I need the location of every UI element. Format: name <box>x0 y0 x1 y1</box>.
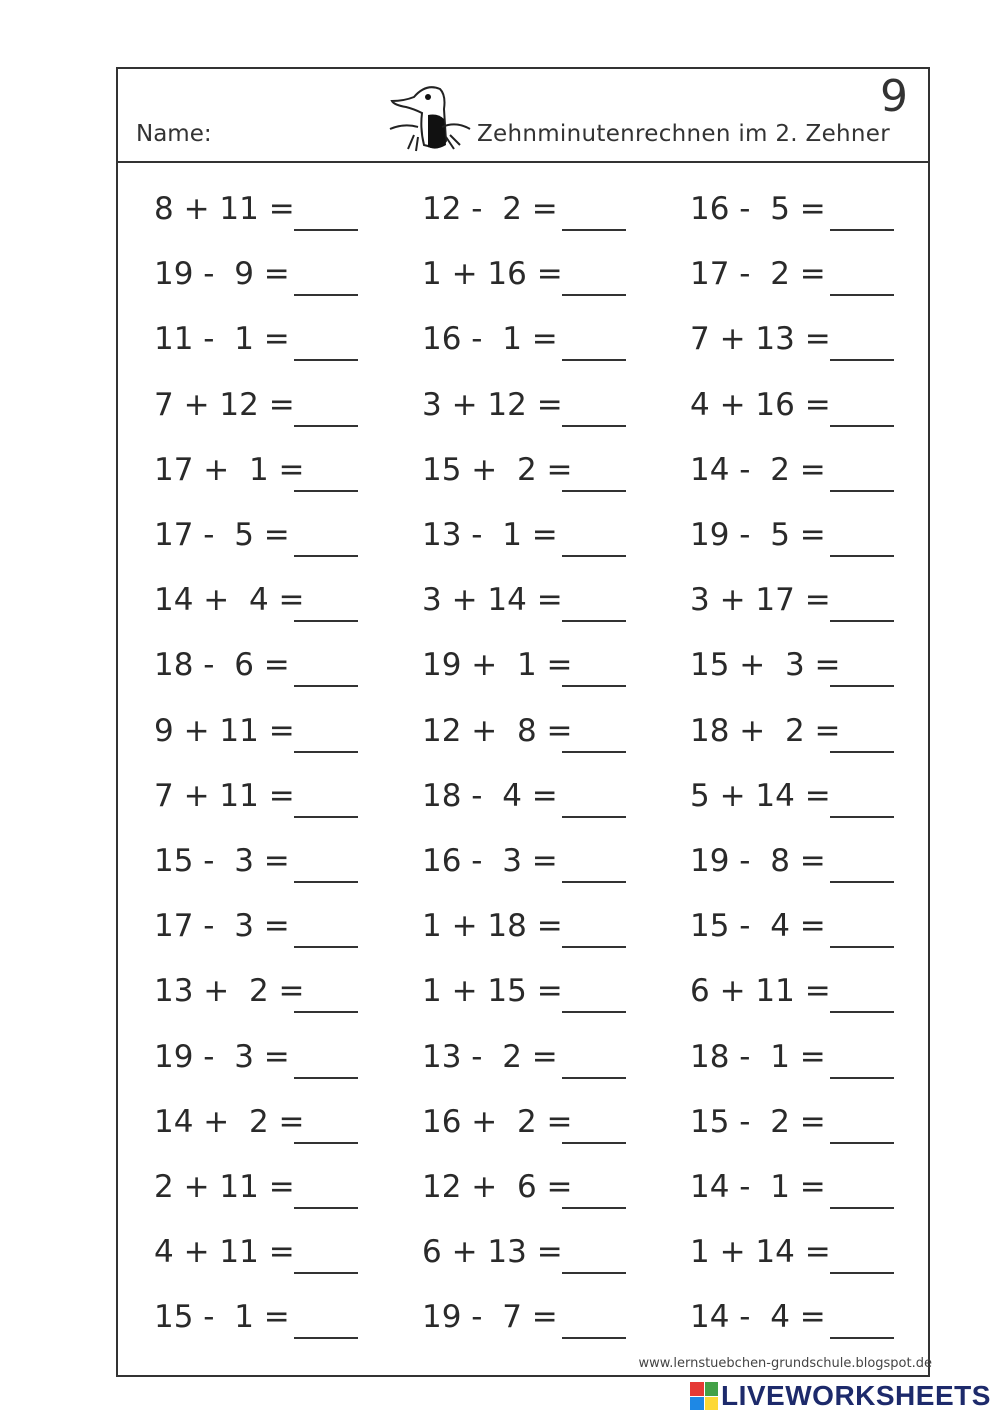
exercise-item <box>118 385 388 425</box>
exercise-item <box>386 189 656 229</box>
answer-blank[interactable] <box>294 425 358 427</box>
answer-blank[interactable] <box>562 425 626 427</box>
exercise-expression: 1 + 14 = <box>690 1234 831 1271</box>
exercise-row <box>118 1167 928 1207</box>
exercise-item <box>386 906 656 946</box>
exercise-item <box>118 319 388 359</box>
exercise-row <box>118 645 928 685</box>
exercise-expression: 8 + 11 = <box>154 191 295 227</box>
answer-blank[interactable] <box>830 490 894 492</box>
exercise-expression: 17 - 3 = <box>154 908 290 945</box>
name-label: Name: <box>136 121 212 147</box>
answer-blank[interactable] <box>830 1011 894 1013</box>
exercise-item <box>654 1102 924 1142</box>
source-url: www.lernstuebchen-grundschule.blogspot.de <box>638 1356 932 1371</box>
exercise-item <box>654 319 924 359</box>
answer-blank[interactable] <box>562 620 626 622</box>
exercise-expression: 15 - 3 = <box>154 843 290 879</box>
exercise-row <box>118 319 928 359</box>
exercise-expression: 15 - 4 = <box>690 908 826 945</box>
answer-blank[interactable] <box>294 229 358 231</box>
exercise-item <box>654 189 924 229</box>
exercise-item <box>386 450 656 490</box>
exercise-item <box>654 1297 924 1337</box>
exercise-item <box>118 1167 388 1207</box>
exercise-expression: 1 + 18 = <box>422 908 563 945</box>
exercise-expression: 9 + 11 = <box>154 712 295 749</box>
exercise-item <box>654 515 924 555</box>
exercise-expression: 12 - 2 = <box>422 191 558 227</box>
exercise-expression: 13 + 2 = <box>154 973 305 1010</box>
exercise-item <box>118 580 388 620</box>
answer-blank[interactable] <box>294 1142 358 1144</box>
exercise-expression: 15 + 2 = <box>422 451 573 488</box>
exercise-item <box>654 971 924 1011</box>
exercise-expression: 3 + 17 = <box>690 582 831 619</box>
answer-blank[interactable] <box>562 685 626 687</box>
exercise-item <box>386 711 656 751</box>
exercise-expression: 6 + 13 = <box>422 1234 563 1271</box>
exercise-expression: 12 + 6 = <box>422 1169 573 1205</box>
answer-blank[interactable] <box>294 1011 358 1013</box>
answer-blank[interactable] <box>830 816 894 818</box>
exercise-item <box>386 841 656 881</box>
answer-blank[interactable] <box>294 359 358 361</box>
exercise-item <box>654 1167 924 1207</box>
exercise-expression: 16 - 3 = <box>422 843 558 879</box>
exercise-item <box>654 254 924 294</box>
exercise-item <box>118 189 388 229</box>
exercise-expression: 12 + 8 = <box>422 712 573 749</box>
answer-blank[interactable] <box>562 229 626 231</box>
exercise-item <box>386 1232 656 1272</box>
answer-blank[interactable] <box>562 1207 626 1209</box>
exercise-item <box>118 254 388 294</box>
exercise-expression: 16 - 5 = <box>690 191 826 227</box>
answer-blank[interactable] <box>562 294 626 296</box>
exercise-item <box>386 776 656 816</box>
answer-blank[interactable] <box>830 685 894 687</box>
exercise-item <box>386 254 656 294</box>
exercise-item <box>654 906 924 946</box>
exercise-expression: 14 + 4 = <box>154 582 305 619</box>
answer-blank[interactable] <box>562 1077 626 1079</box>
answer-blank[interactable] <box>562 816 626 818</box>
exercise-expression: 15 - 1 = <box>154 1299 290 1336</box>
exercise-row <box>118 971 928 1011</box>
answer-blank[interactable] <box>830 946 894 948</box>
exercise-expression: 19 - 9 = <box>154 256 290 293</box>
exercise-expression: 4 + 16 = <box>690 386 831 423</box>
answer-blank[interactable] <box>294 1272 358 1274</box>
exercise-expression: 19 + 1 = <box>422 647 573 684</box>
exercise-expression: 16 + 2 = <box>422 1103 573 1140</box>
answer-blank[interactable] <box>294 946 358 948</box>
exercise-expression: 2 + 11 = <box>154 1169 295 1205</box>
exercise-item <box>386 319 656 359</box>
exercise-row <box>118 450 928 490</box>
answer-blank[interactable] <box>294 1207 358 1209</box>
exercise-row <box>118 580 928 620</box>
exercise-item <box>386 1102 656 1142</box>
exercise-item <box>386 515 656 555</box>
exercise-item <box>654 580 924 620</box>
exercise-item <box>654 450 924 490</box>
answer-blank[interactable] <box>830 359 894 361</box>
exercise-item <box>654 1232 924 1272</box>
answer-blank[interactable] <box>294 490 358 492</box>
answer-blank[interactable] <box>830 1142 894 1144</box>
answer-blank[interactable] <box>562 1337 626 1339</box>
exercise-expression: 17 + 1 = <box>154 451 305 488</box>
exercise-expression: 3 + 12 = <box>422 386 563 423</box>
sheet-number: 9 <box>880 71 908 122</box>
exercise-expression: 11 - 1 = <box>154 321 290 358</box>
exercise-item <box>654 841 924 881</box>
exercise-item <box>118 645 388 685</box>
answer-blank[interactable] <box>294 881 358 883</box>
exercise-item <box>118 971 388 1011</box>
raven-mascot-icon <box>384 79 474 155</box>
answer-blank[interactable] <box>562 751 626 753</box>
exercise-row <box>118 254 928 294</box>
exercise-expression: 7 + 13 = <box>690 321 831 358</box>
answer-blank[interactable] <box>562 1011 626 1013</box>
exercise-item <box>118 1232 388 1272</box>
answer-blank[interactable] <box>830 1272 894 1274</box>
answer-blank[interactable] <box>830 1077 894 1079</box>
answer-blank[interactable] <box>294 620 358 622</box>
answer-blank[interactable] <box>830 881 894 883</box>
answer-blank[interactable] <box>830 620 894 622</box>
exercise-expression: 14 - 1 = <box>690 1169 826 1205</box>
exercise-item <box>386 1297 656 1337</box>
exercise-expression: 13 - 2 = <box>422 1038 558 1075</box>
answer-blank[interactable] <box>562 1272 626 1274</box>
exercise-item <box>386 580 656 620</box>
exercise-item <box>654 1037 924 1077</box>
liveworksheets-brand <box>690 1381 991 1411</box>
answer-blank[interactable] <box>562 555 626 557</box>
exercise-row <box>118 1102 928 1142</box>
exercise-expression: 1 + 15 = <box>422 973 563 1010</box>
exercise-expression: 15 + 3 = <box>690 647 841 684</box>
exercise-item <box>118 1102 388 1142</box>
answer-blank[interactable] <box>562 490 626 492</box>
answer-blank[interactable] <box>830 294 894 296</box>
exercise-row <box>118 711 928 751</box>
answer-blank[interactable] <box>562 946 626 948</box>
exercise-item <box>386 385 656 425</box>
exercise-expression: 18 + 2 = <box>690 712 841 749</box>
exercise-row <box>118 776 928 816</box>
worksheet-header <box>118 69 928 163</box>
exercise-item <box>118 515 388 555</box>
worksheet-title: Zehnminutenrechnen im 2. Zehner <box>476 121 890 147</box>
answer-blank[interactable] <box>294 294 358 296</box>
exercise-row <box>118 841 928 881</box>
exercise-expression: 4 + 11 = <box>154 1234 295 1271</box>
exercise-expression: 17 - 2 = <box>690 256 826 293</box>
exercise-row <box>118 1297 928 1337</box>
exercise-expression: 17 - 5 = <box>154 517 290 553</box>
exercise-expression: 14 - 2 = <box>690 451 826 488</box>
exercise-item <box>386 645 656 685</box>
exercise-expression: 7 + 11 = <box>154 777 295 814</box>
answer-blank[interactable] <box>830 1207 894 1209</box>
exercise-expression: 19 - 5 = <box>690 517 826 553</box>
answer-blank[interactable] <box>294 751 358 753</box>
exercise-expression: 3 + 14 = <box>422 582 563 619</box>
answer-blank[interactable] <box>562 881 626 883</box>
exercise-expression: 19 - 3 = <box>154 1038 290 1075</box>
exercise-item <box>118 906 388 946</box>
exercise-item <box>386 971 656 1011</box>
answer-blank[interactable] <box>294 555 358 557</box>
answer-blank[interactable] <box>830 425 894 427</box>
answer-blank[interactable] <box>562 1142 626 1144</box>
exercise-expression: 19 - 7 = <box>422 1299 558 1336</box>
answer-blank[interactable] <box>294 685 358 687</box>
exercise-row <box>118 515 928 555</box>
brand-name: LIVEWORKSHEETS <box>721 1380 991 1411</box>
exercise-row <box>118 1232 928 1272</box>
exercise-expression: 18 - 1 = <box>690 1038 826 1075</box>
exercise-expression: 16 - 1 = <box>422 321 558 358</box>
exercise-item <box>118 1297 388 1337</box>
exercise-expression: 13 - 1 = <box>422 517 558 553</box>
exercise-expression: 7 + 12 = <box>154 386 295 423</box>
liveworksheets-logo-icon <box>690 1382 718 1410</box>
answer-blank[interactable] <box>830 229 894 231</box>
exercise-expression: 18 - 6 = <box>154 647 290 684</box>
answer-blank[interactable] <box>294 1337 358 1339</box>
exercise-item <box>118 450 388 490</box>
exercise-item <box>654 776 924 816</box>
exercise-item <box>386 1037 656 1077</box>
exercise-row <box>118 1037 928 1077</box>
answer-blank[interactable] <box>562 359 626 361</box>
exercise-item <box>118 711 388 751</box>
exercise-expression: 14 + 2 = <box>154 1103 305 1140</box>
exercise-row <box>118 385 928 425</box>
exercise-expression: 6 + 11 = <box>690 973 831 1010</box>
exercise-item <box>118 1037 388 1077</box>
exercise-item <box>386 1167 656 1207</box>
exercise-expression: 14 - 4 = <box>690 1299 826 1336</box>
exercise-expression: 1 + 16 = <box>422 256 563 293</box>
exercise-row <box>118 189 928 229</box>
worksheet <box>116 67 930 1377</box>
exercise-expression: 19 - 8 = <box>690 843 826 879</box>
answer-blank[interactable] <box>830 1337 894 1339</box>
exercise-item <box>118 776 388 816</box>
answer-blank[interactable] <box>830 751 894 753</box>
answer-blank[interactable] <box>294 816 358 818</box>
exercise-expression: 18 - 4 = <box>422 777 558 814</box>
exercise-item <box>654 711 924 751</box>
exercise-item <box>654 385 924 425</box>
answer-blank[interactable] <box>830 555 894 557</box>
exercise-expression: 5 + 14 = <box>690 777 831 814</box>
exercise-item <box>654 645 924 685</box>
answer-blank[interactable] <box>294 1077 358 1079</box>
exercise-item <box>118 841 388 881</box>
exercise-row <box>118 906 928 946</box>
exercise-expression: 15 - 2 = <box>690 1103 826 1140</box>
